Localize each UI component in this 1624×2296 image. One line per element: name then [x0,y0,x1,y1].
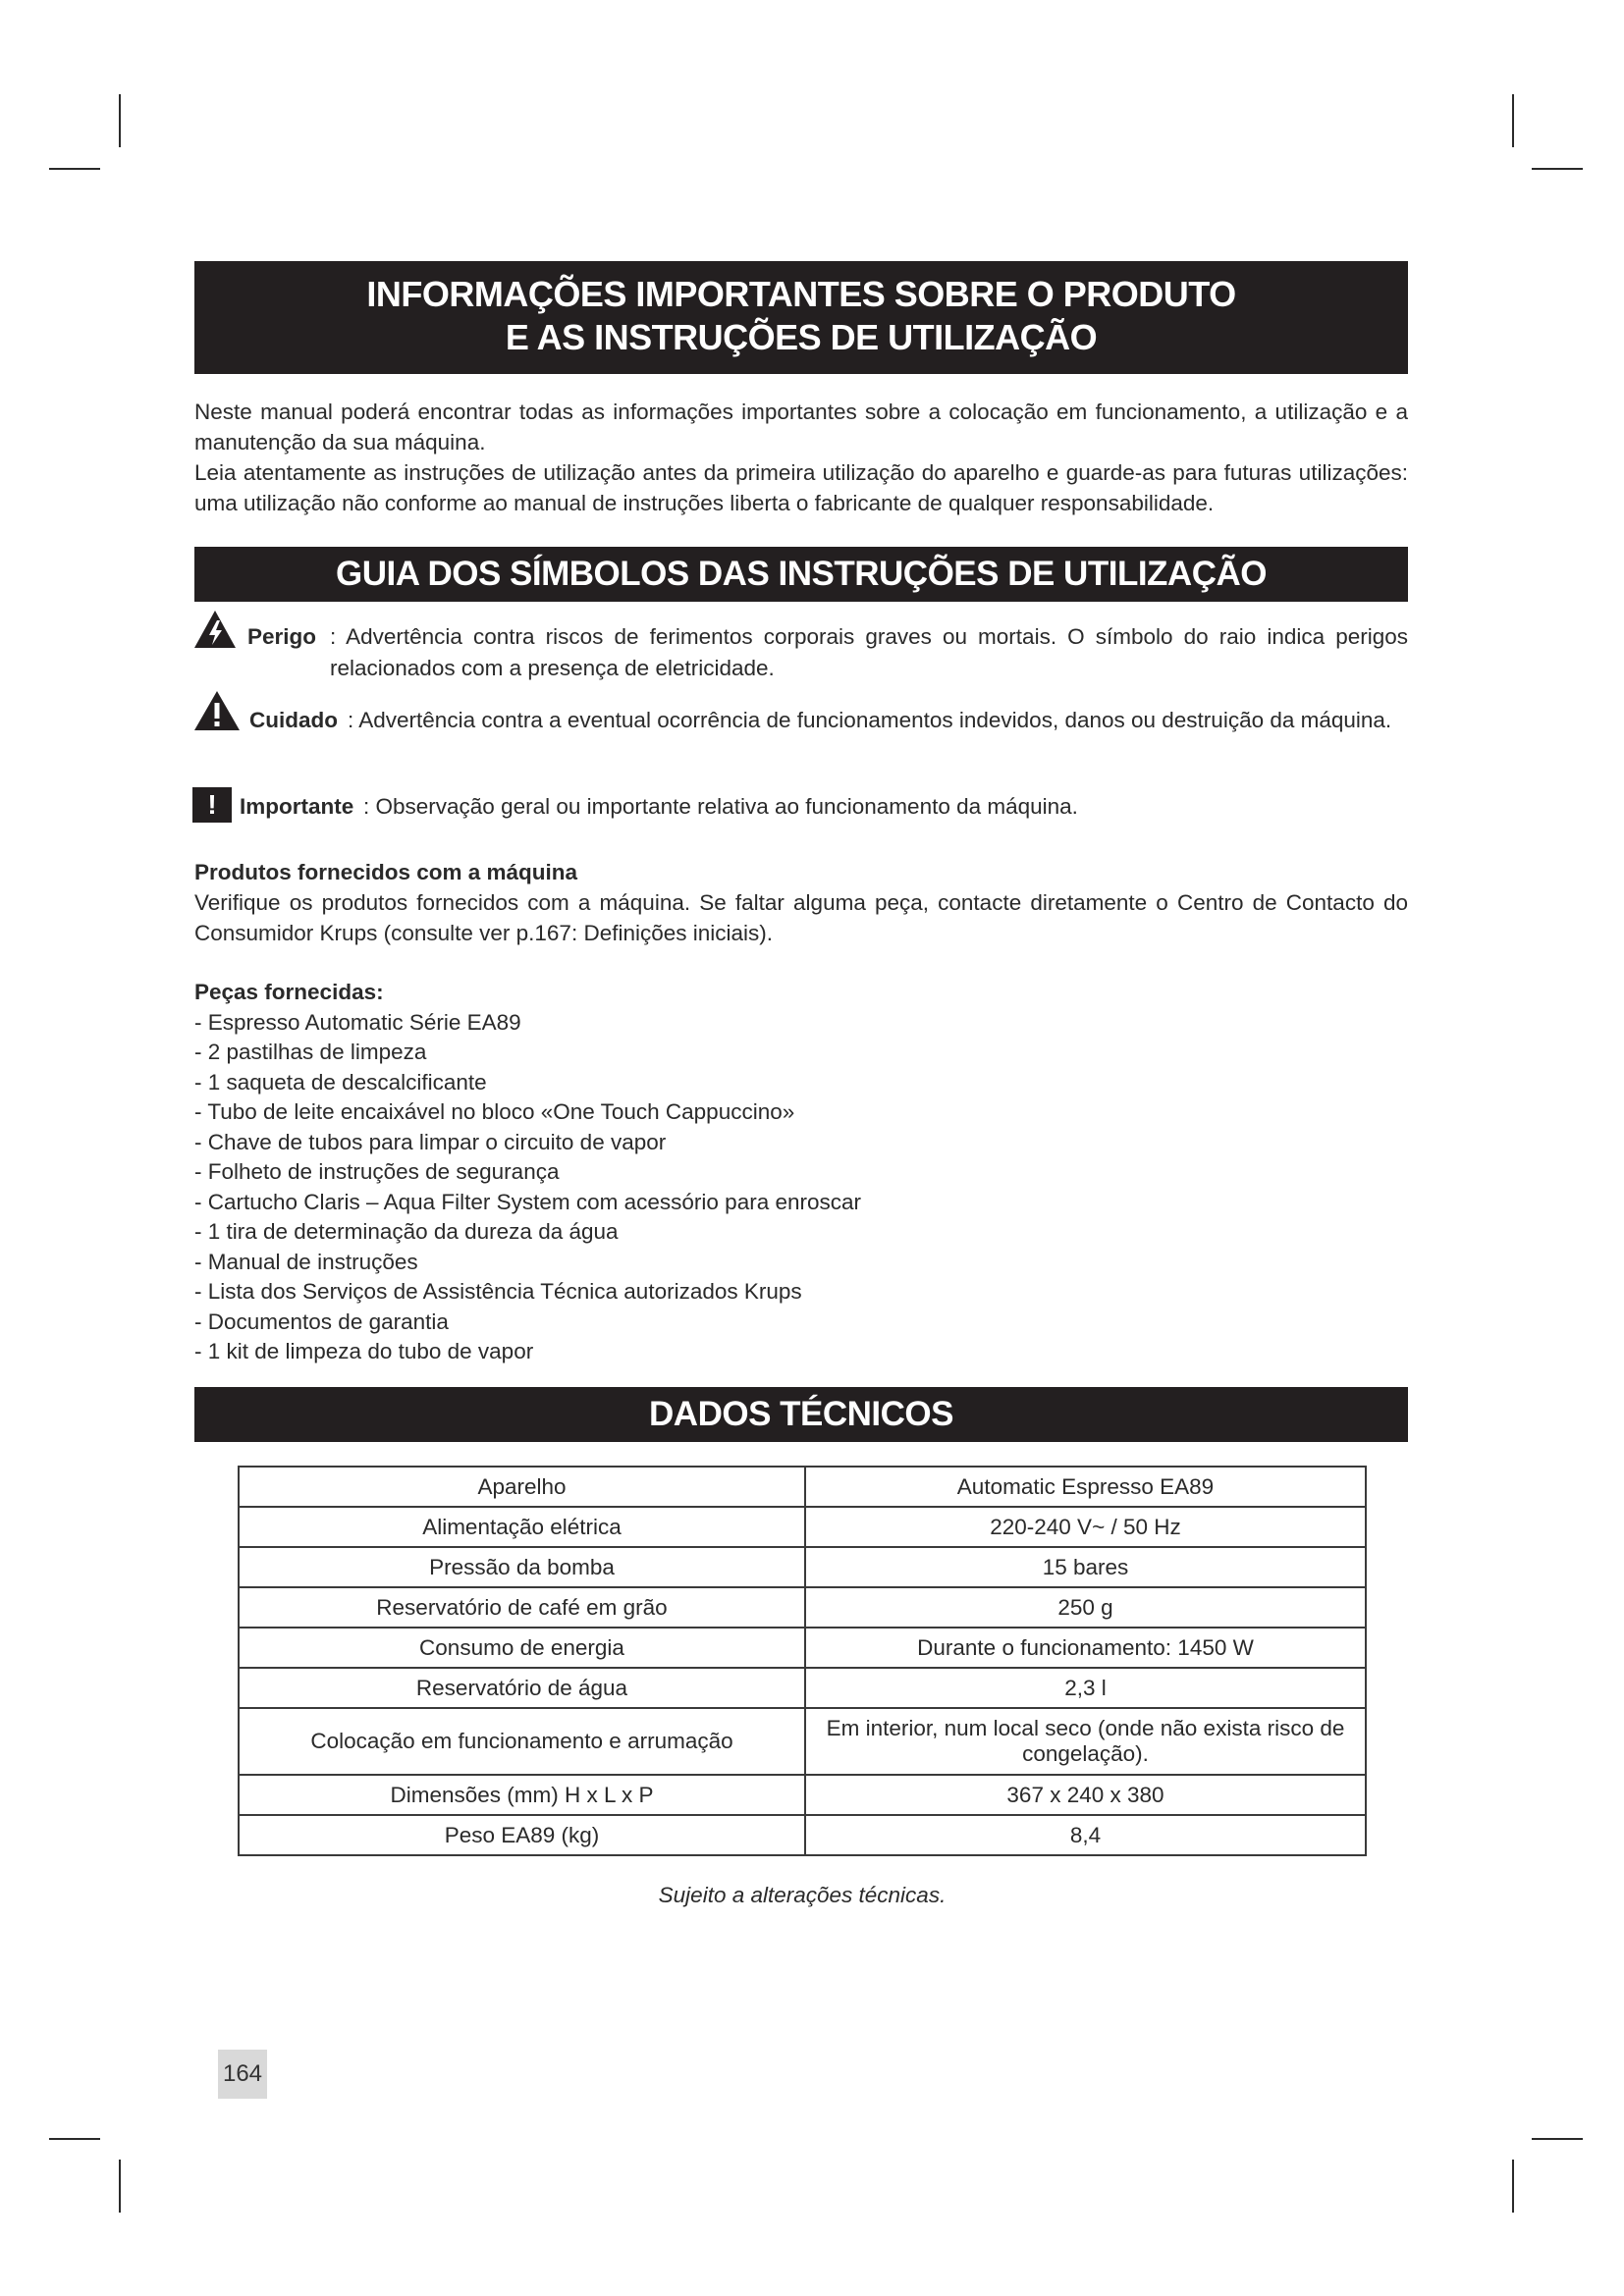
list-item: - Folheto de instruções de segurança [194,1159,560,1184]
crop-mark [119,94,121,147]
table-row [239,1547,1366,1587]
page-title [194,261,1408,374]
spec-value: 367 x 240 x 380 [805,1775,1366,1815]
lightning-warning-icon [192,609,238,659]
table-row [239,1815,1366,1855]
list-item: - 1 kit de limpeza do tubo de vapor [194,1339,534,1363]
supplied-heading: Produtos fornecidos com a máquina [194,860,578,884]
spec-label: Peso EA89 (kg) [239,1815,805,1855]
intro-text [194,397,1408,518]
table-row [239,1628,1366,1668]
supplied-text: Verifique os produtos fornecidos com a máquina. Se faltar alguma peça, contacte diretamente o Centro de Contacto do Consumidor Krups (consulte ver p.167: Definições iniciais). [194,890,1408,945]
parts-list [194,1008,1408,1367]
spec-value: Automatic Espresso EA89 [805,1467,1366,1507]
intro-paragraph: Leia atentamente as instruções de utilização antes da primeira utilização do aparelho e guarde-as para futuras utilizações: uma utilização não conforme ao manual de instruções liberta o fabricante de qualquer responsabilidade. [194,460,1408,515]
table-row [239,1775,1366,1815]
crop-mark [119,2160,121,2213]
spec-value: 250 g [805,1587,1366,1628]
parts-section [194,978,1408,1367]
list-item: - 1 saqueta de descalcificante [194,1069,487,1095]
spec-value: 2,3 l [805,1668,1366,1708]
title-line-2: E AS INSTRUÇÕES DE UTILIZAÇÃO [505,317,1098,357]
tech-section-title: DADOS TÉCNICOS [194,1387,1408,1442]
supplied-section [194,857,1408,948]
spec-label: Colocação em funcionamento e arrumação [239,1708,805,1775]
symbol-text: : Advertência contra riscos de ferimentos corporais graves ou mortais. O símbolo do raio indica perigos relacionados com a presença de eletricidade. [330,624,1408,680]
list-item: - Manual de instruções [194,1249,418,1274]
list-item: - Espresso Automatic Série EA89 [194,1009,521,1035]
tech-specs-table [238,1466,1367,1856]
spec-label: Pressão da bomba [239,1547,805,1587]
symbol-item-caution [192,689,1410,774]
page-number: 164 [218,2050,267,2099]
tech-note: Sujeito a alterações técnicas. [658,1883,947,1907]
table-row [239,1708,1366,1775]
crop-mark [1512,94,1514,147]
spec-label: Consumo de energia [239,1628,805,1668]
symbol-term: Cuidado [249,708,338,732]
symbol-item-important [192,785,1410,828]
title-line-1: INFORMAÇÕES IMPORTANTES SOBRE O PRODUTO [366,274,1236,314]
crop-mark [49,168,100,170]
list-item: - Documentos de garantia [194,1308,449,1334]
intro-paragraph: Neste manual poderá encontrar todas as informações importantes sobre a colocação em funcionamento, a utilização e a manutenção da sua máquina. [194,400,1408,454]
table-row [239,1587,1366,1628]
exclamation-box-icon: ! [192,787,232,823]
symbol-description [330,621,1408,684]
symbol-item-danger [192,609,1410,687]
spec-value: 15 bares [805,1547,1366,1587]
symbol-term: Perigo [247,624,317,649]
crop-mark [49,2138,100,2140]
parts-heading: Peças fornecidas: [194,980,384,1004]
spec-label: Dimensões (mm) H x L x P [239,1775,805,1815]
spec-label: Aparelho [239,1467,805,1507]
list-item: - 2 pastilhas de limpeza [194,1040,427,1064]
list-item: - Tubo de leite encaixável no bloco «One Touch Cappuccino» [194,1099,795,1124]
crop-mark [1512,2160,1514,2213]
symbol-description: : Advertência contra a eventual ocorrência de funcionamentos indevidos, danos ou destruição da máquina. [348,708,1392,732]
spec-label: Reservatório de café em grão [239,1587,805,1628]
crop-mark [1532,2138,1583,2140]
spec-label: Reservatório de água [239,1668,805,1708]
spec-label: Alimentação elétrica [239,1507,805,1547]
list-item: - Lista dos Serviços de Assistência Técnica autorizados Krups [194,1279,802,1304]
symbol-description: : Observação geral ou importante relativa ao funcionamento da máquina. [363,794,1078,819]
spec-value: Durante o funcionamento: 1450 W [805,1628,1366,1668]
symbol-term: Importante [240,794,354,819]
spec-value: Em interior, num local seco (onde não exista risco de congelação). [805,1708,1366,1775]
spec-value: 8,4 [805,1815,1366,1855]
list-item: - Chave de tubos para limpar o circuito de vapor [194,1129,667,1154]
list-item: - Cartucho Claris – Aqua Filter System com acessório para enroscar [194,1189,862,1214]
table-row [239,1467,1366,1507]
crop-mark [1532,168,1583,170]
symbols-section-title: GUIA DOS SÍMBOLOS DAS INSTRUÇÕES DE UTILIZAÇÃO [194,547,1408,602]
table-row [239,1668,1366,1708]
spec-value: 220-240 V~ / 50 Hz [805,1507,1366,1547]
list-item: - 1 tira de determinação da dureza da água [194,1219,619,1244]
warning-triangle-icon [192,689,242,741]
table-row [239,1507,1366,1547]
